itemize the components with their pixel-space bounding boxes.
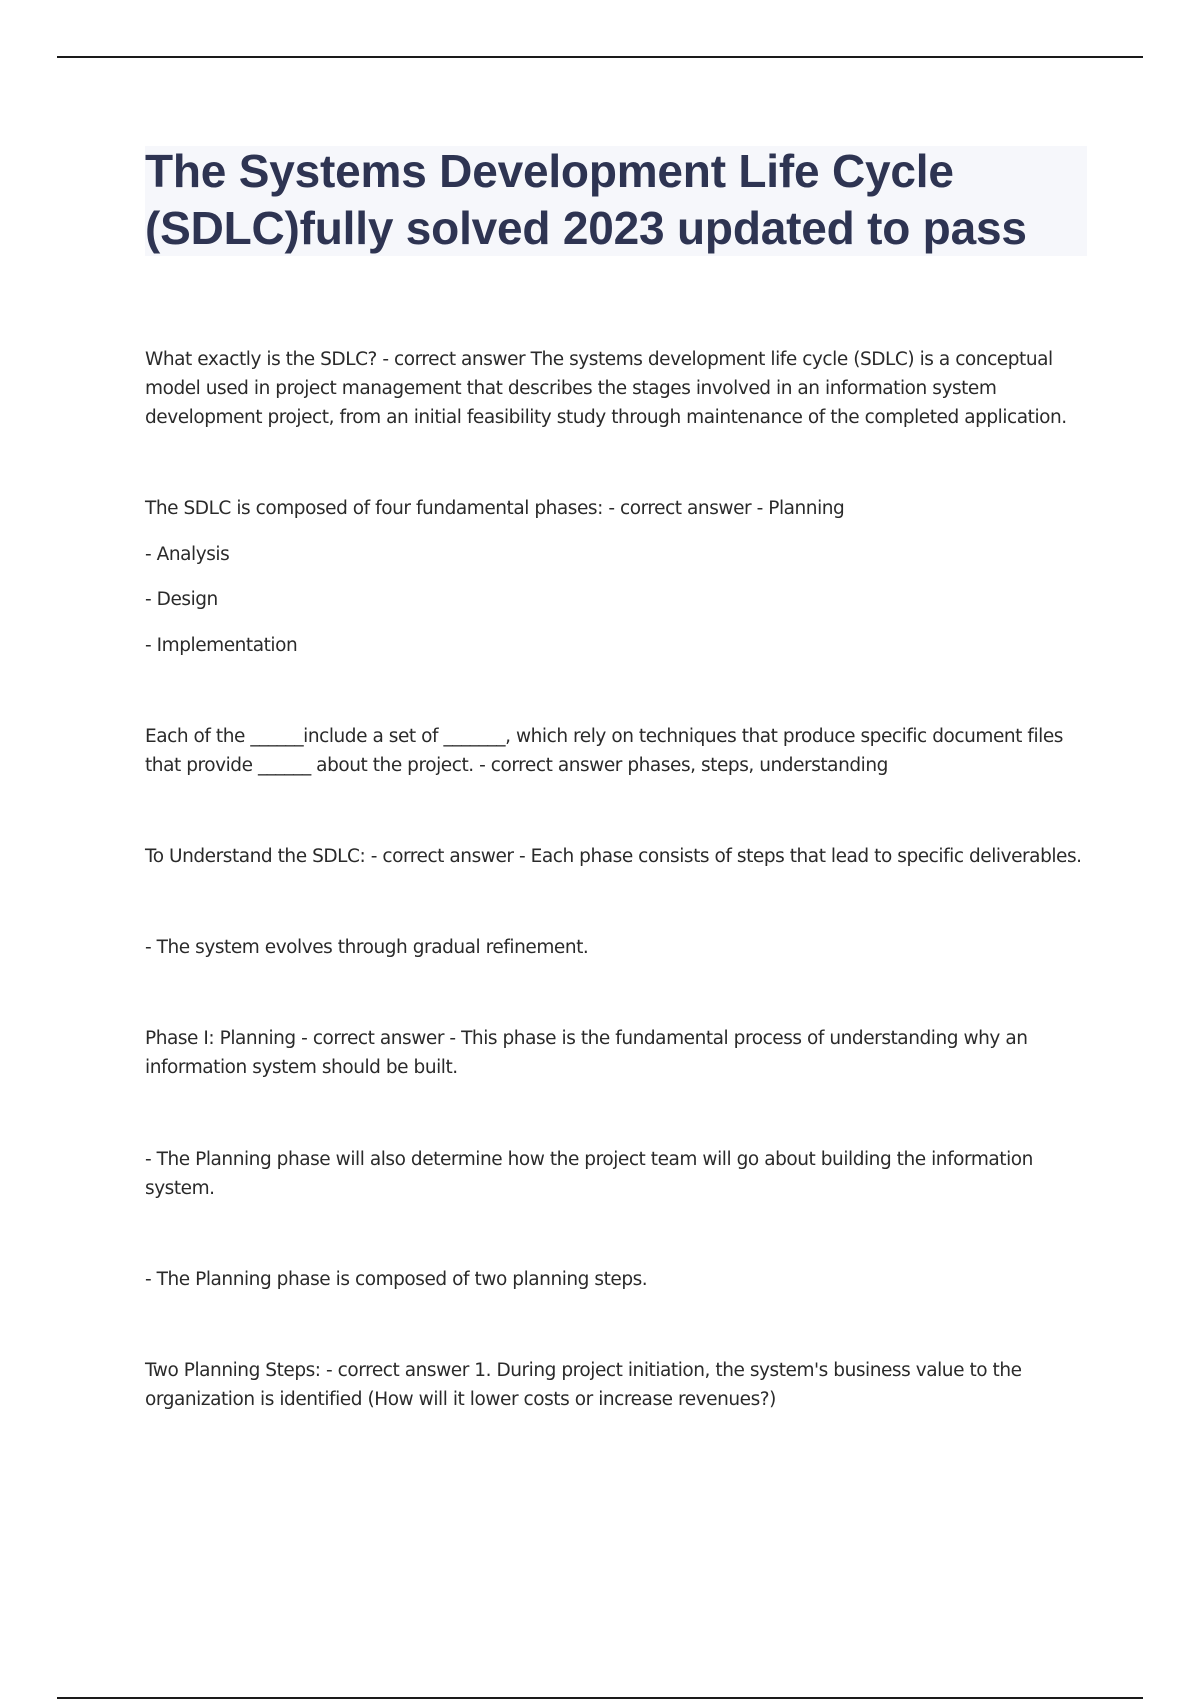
paragraph-planning-steps: - The Planning phase is composed of two planning steps. xyxy=(145,1269,648,1290)
paragraph-four-phases: The SDLC is composed of four fundamental phases: - correct answer - Planning xyxy=(145,498,845,519)
list-item-implementation: - Implementation xyxy=(145,635,298,656)
paragraph-fill-blanks: Each of the ______include a set of _______, which rely on techniques that produce specific document files that provide ______ about the project. - correct answer phases, steps, understanding xyxy=(145,726,1063,776)
paragraph-sdlc-definition: What exactly is the SDLC? - correct answer The systems development life cycle (SDLC) is a conceptual model used in project management that describes the stages involved in an information system development project, from an initial feasibility study through maintenance of the completed application. xyxy=(145,349,1067,428)
top-rule xyxy=(57,56,1143,58)
paragraph-phase-planning: Phase I: Planning - correct answer - This phase is the fundamental process of understanding why an information system should be built. xyxy=(145,1028,1028,1078)
paragraph-gradual-refinement: - The system evolves through gradual refinement. xyxy=(145,937,589,958)
paragraph-planning-team: - The Planning phase will also determine how the project team will go about building the information system. xyxy=(145,1149,1033,1199)
bottom-rule xyxy=(57,1697,1143,1699)
paragraph-two-planning-steps: Two Planning Steps: - correct answer 1. During project initiation, the system's business value to the organization is identified (How will it lower costs or increase revenues?) xyxy=(145,1360,1022,1410)
paragraph-understand-sdlc: To Understand the SDLC: - correct answer - Each phase consists of steps that lead to specific deliverables. xyxy=(145,846,1082,867)
list-item-analysis: - Analysis xyxy=(145,544,230,565)
title-line-2: (SDLC)fully solved 2023 updated to pass xyxy=(145,202,1027,254)
title-line-1: The Systems Development Life Cycle xyxy=(145,145,954,197)
document-title xyxy=(145,143,1105,257)
list-item-design: - Design xyxy=(145,589,218,610)
